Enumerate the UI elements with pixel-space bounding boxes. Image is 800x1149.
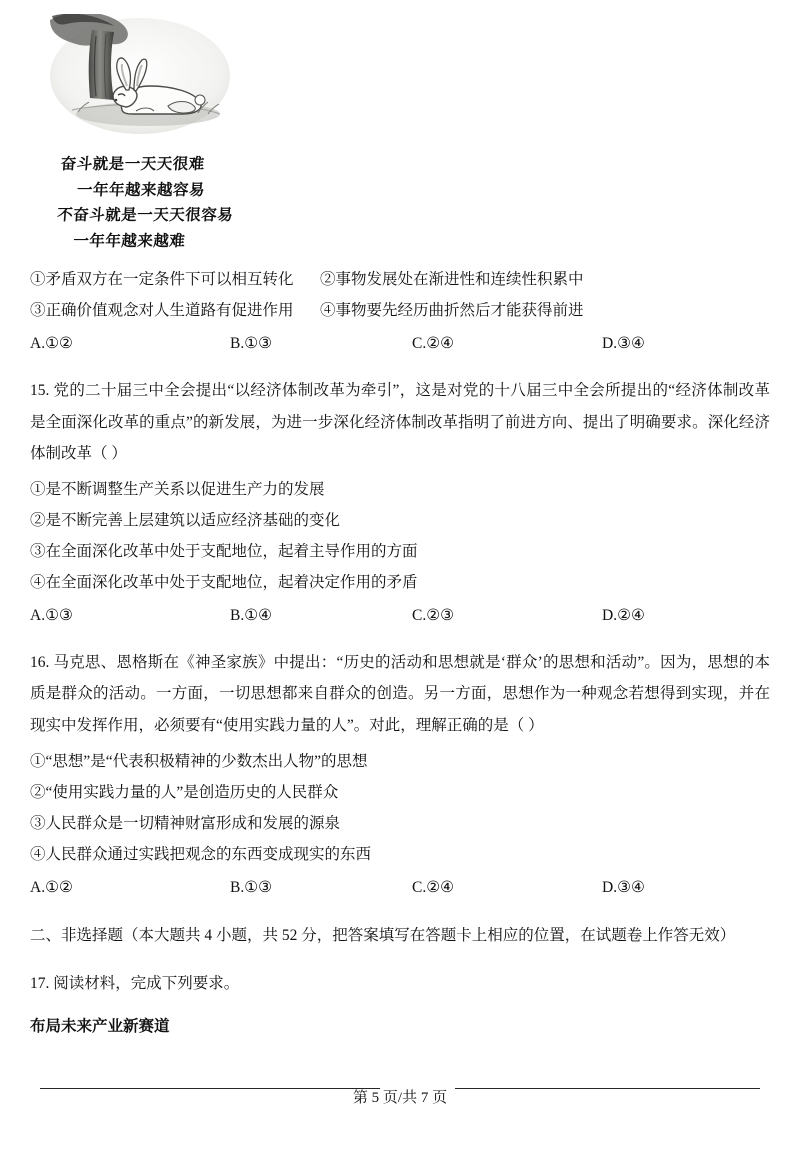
q16-option-4: ④人民群众通过实践把观念的东西变成现实的东西 (30, 845, 372, 863)
cartoon-block (48, 14, 248, 254)
q16-option-2: ②“使用实践力量的人”是创造历史的人民群众 (30, 783, 339, 801)
q14-option-row-1 (30, 264, 770, 295)
q15-option-3: ③在全面深化改革中处于支配地位，起着主导作用的方面 (30, 543, 418, 561)
q16-option-3: ③人民群众是一切精神财富形成和发展的源泉 (30, 814, 341, 832)
caption-line-2: 一年年越来越容易 (76, 180, 206, 199)
q14-option-1: ①矛盾双方在一定条件下可以相互转化 (30, 271, 294, 289)
q16-answer-c: C.②④ (412, 878, 455, 896)
q15-answer-b: B.①④ (230, 607, 273, 625)
q15-answer-row (30, 600, 770, 633)
q17-material-title: 布局未来产业新赛道 (30, 1017, 170, 1035)
q16-answer-row (30, 872, 770, 905)
page-content (30, 14, 770, 1056)
q15-answer-c: C.②③ (412, 607, 455, 625)
q14-answer-b: B.①③ (230, 335, 273, 353)
caption-line-3: 不奋斗就是一天天很容易 (56, 206, 234, 225)
q17-stem: 17. 阅读材料，完成下列要求。 (30, 974, 240, 992)
question-15 (30, 375, 770, 633)
q14-answer-c: C.②④ (412, 335, 455, 353)
q14-option-row-2 (30, 295, 770, 326)
q16-answer-b: B.①③ (230, 878, 273, 896)
q16-answer-a: A.①② (30, 878, 73, 896)
q16-option-1: ①“思想”是“代表积极精神的少数杰出人物”的思想 (30, 752, 368, 770)
q15-option-1: ①是不断调整生产关系以促进生产力的发展 (30, 481, 325, 499)
q15-option-4: ④在全面深化改革中处于支配地位，起着决定作用的矛盾 (30, 574, 418, 592)
caption-line-1: 奋斗就是一天天很难 (60, 155, 206, 173)
q15-stem: 15. 党的二十届三中全会提出“以经济体制改革为牵引”，这是对党的十八届三中全会所提出的“经济体制改革是全面深化改革的重点”的新发展，为进一步深化经济体制改革指明了前进方向、提出了明确要求。深化经济体制改革（ ） (30, 381, 770, 463)
q16-answer-d: D.③④ (602, 878, 645, 896)
q14-option-4: ④事物要先经历曲折然后才能获得前进 (320, 302, 584, 320)
page-footer: 第 5 页/共 7 页 (352, 1090, 448, 1106)
q14-answer-d: D.③④ (602, 335, 645, 353)
q14-answer-row (30, 328, 770, 361)
cartoon-illustration-svg (48, 14, 233, 144)
section-two (30, 920, 770, 1040)
cartoon-rabbit-resting-under-tree-image (48, 14, 233, 144)
q16-stem: 16. 马克思、恩格斯在《神圣家族》中提出：“历史的活动和思想就是‘群众’的思想和活动”。因为，思想的本质是群众的活动。一方面，一切思想都来自群众的创造。另一方面，思想作为一种观念若想得到实现，并在现实中发挥作用，必须要有“使用实践力量的人”。对此，理解正确的是（ ） (30, 653, 770, 735)
q15-answer-d: D.②④ (602, 607, 645, 625)
q14-option-2: ②事物发展处在渐进性和连续性积累中 (320, 271, 584, 289)
q15-option-2: ②是不断完善上层建筑以适应经济基础的变化 (30, 512, 341, 530)
section-two-title: 二、非选择题（本大题共 4 小题，共 52 分，把答案填写在答题卡上相应的位置，在试题卷上作答无效） (30, 927, 736, 945)
cartoon-caption (54, 152, 271, 254)
q15-answer-a: A.①③ (30, 607, 73, 625)
q14-answer-a: A.①② (30, 335, 73, 353)
caption-line-4: 一年年越来越难 (72, 231, 187, 250)
question-16 (30, 647, 770, 905)
q14-option-3: ③正确价值观念对人生道路有促进作用 (30, 302, 294, 320)
question-14-options (30, 264, 770, 361)
